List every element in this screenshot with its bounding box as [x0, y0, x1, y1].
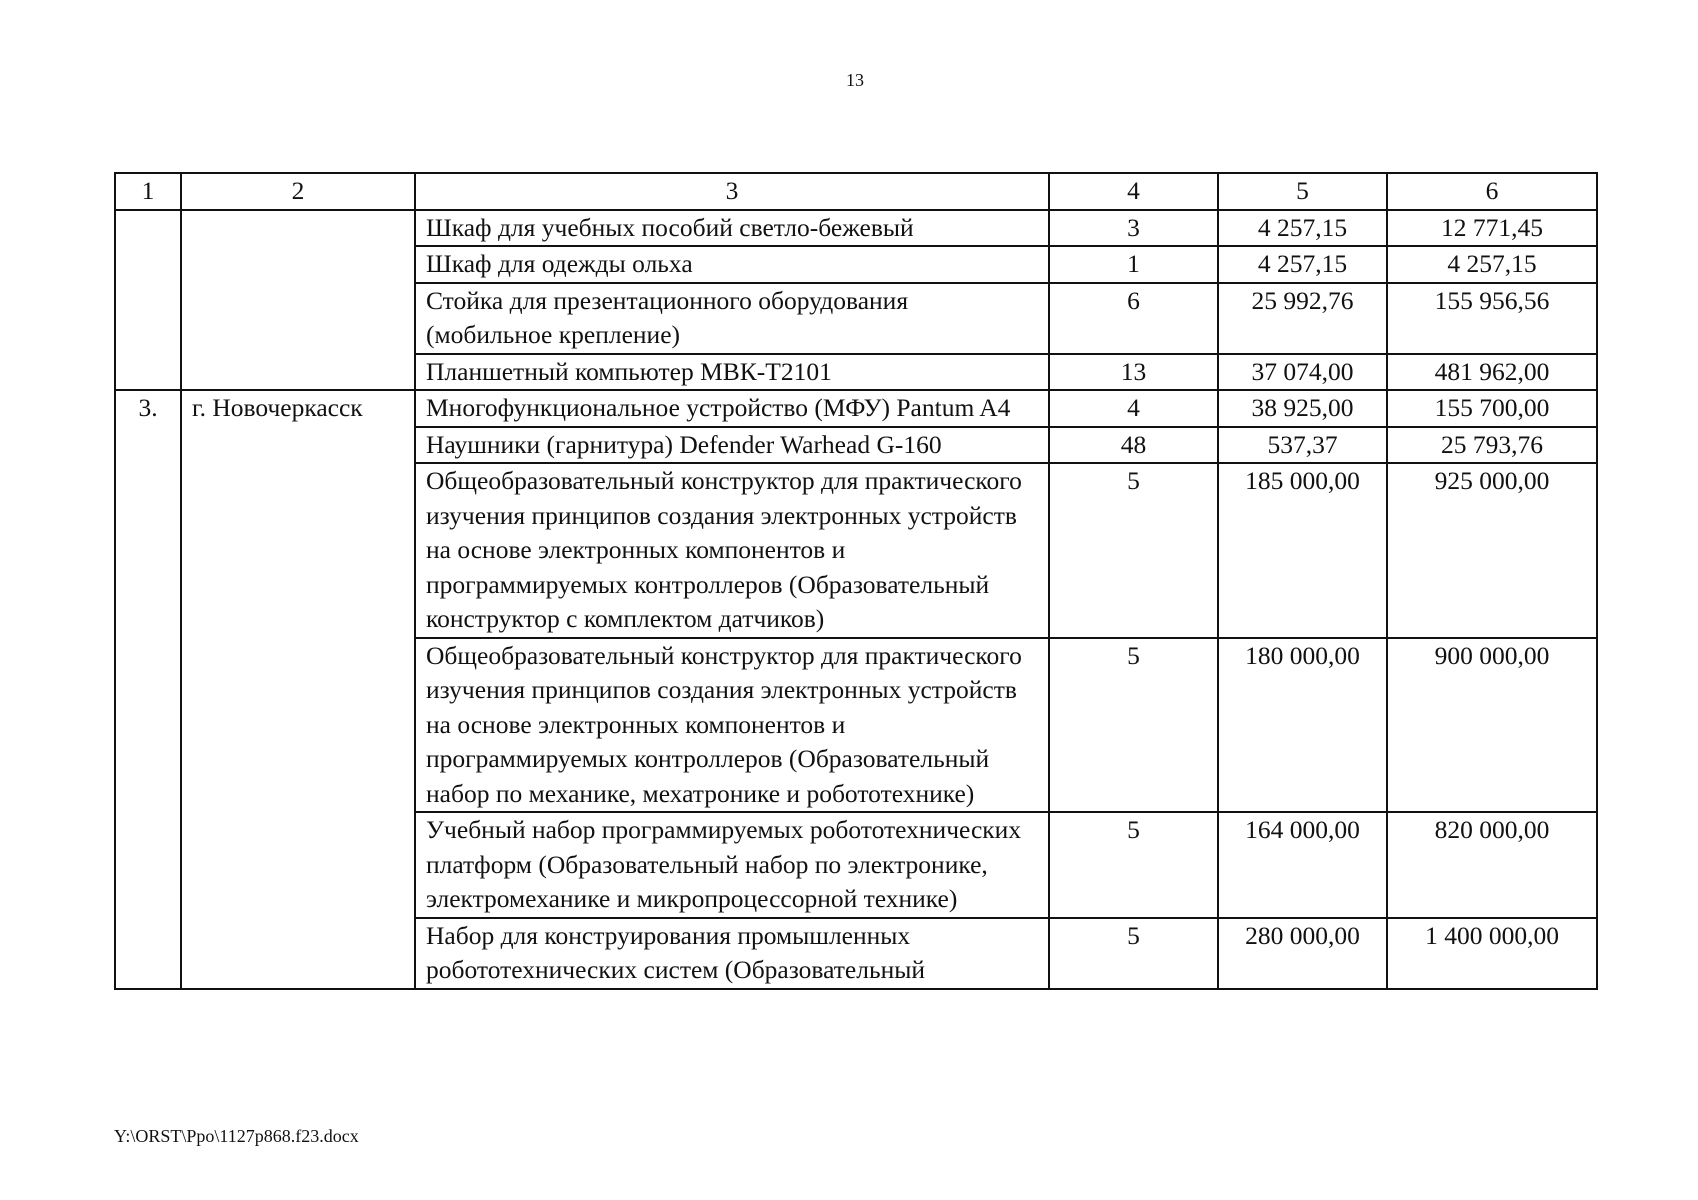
total-cell: 1 400 000,00: [1387, 918, 1597, 989]
total-cell: 155 700,00: [1387, 390, 1597, 427]
item-cell: Наушники (гарнитура) Defender Warhead G-160: [415, 427, 1049, 464]
price-cell: 4 257,15: [1218, 246, 1387, 283]
item-cell: Планшетный компьютер МВК-Т2101: [415, 354, 1049, 391]
total-cell: 481 962,00: [1387, 354, 1597, 391]
quantity-cell: 48: [1049, 427, 1218, 464]
item-cell: Шкаф для учебных пособий светло-бежевый: [415, 210, 1049, 247]
column-header: 4: [1049, 173, 1218, 210]
item-cell: Учебный набор программируемых робототехнических платформ (Образовательный набор по электронике, электромеханике и микропроцессорной технике): [415, 812, 1049, 918]
quantity-cell: 5: [1049, 463, 1218, 638]
page-number: 13: [846, 70, 864, 90]
price-cell: 185 000,00: [1218, 463, 1387, 638]
file-path-footer: Y:\ORST\Ppo\1127p868.f23.docx: [114, 1126, 359, 1146]
item-cell: Многофункциональное устройство (МФУ) Pantum A4: [415, 390, 1049, 427]
quantity-cell: 5: [1049, 812, 1218, 918]
row-number-cell: 3.: [115, 390, 181, 989]
quantity-cell: 5: [1049, 918, 1218, 989]
column-header: 6: [1387, 173, 1597, 210]
price-cell: 164 000,00: [1218, 812, 1387, 918]
column-header: 2: [181, 173, 415, 210]
item-cell: Набор для конструирования промышленных робототехнических систем (Образовательный: [415, 918, 1049, 989]
price-cell: 537,37: [1218, 427, 1387, 464]
price-cell: 25 992,76: [1218, 283, 1387, 354]
quantity-cell: 1: [1049, 246, 1218, 283]
item-cell: Стойка для презентационного оборудования (мобильное крепление): [415, 283, 1049, 354]
quantity-cell: 6: [1049, 283, 1218, 354]
quantity-cell: 13: [1049, 354, 1218, 391]
total-cell: 925 000,00: [1387, 463, 1597, 638]
table-header-row: [115, 173, 1597, 210]
total-cell: 12 771,45: [1387, 210, 1597, 247]
table-row: [115, 390, 1597, 427]
price-cell: 4 257,15: [1218, 210, 1387, 247]
item-cell: Общеобразовательный конструктор для практического изучения принципов создания электронных устройств на основе электронных компонентов и программируемых контроллеров (Образовательный набор по механике, мехатронике и робототехнике): [415, 638, 1049, 813]
row-number-cell: [115, 210, 181, 391]
price-cell: 280 000,00: [1218, 918, 1387, 989]
total-cell: 4 257,15: [1387, 246, 1597, 283]
item-cell: Шкаф для одежды ольха: [415, 246, 1049, 283]
total-cell: 820 000,00: [1387, 812, 1597, 918]
equipment-table: [114, 172, 1598, 990]
quantity-cell: 4: [1049, 390, 1218, 427]
total-cell: 155 956,56: [1387, 283, 1597, 354]
column-header: 1: [115, 173, 181, 210]
price-cell: 38 925,00: [1218, 390, 1387, 427]
total-cell: 25 793,76: [1387, 427, 1597, 464]
city-cell: г. Новочеркасск: [181, 390, 415, 989]
quantity-cell: 3: [1049, 210, 1218, 247]
quantity-cell: 5: [1049, 638, 1218, 813]
column-header: 3: [415, 173, 1049, 210]
city-cell: [181, 210, 415, 391]
price-cell: 180 000,00: [1218, 638, 1387, 813]
price-cell: 37 074,00: [1218, 354, 1387, 391]
column-header: 5: [1218, 173, 1387, 210]
item-cell: Общеобразовательный конструктор для практического изучения принципов создания электронных устройств на основе электронных компонентов и программируемых контроллеров (Образовательный конструктор с комплектом датчиков): [415, 463, 1049, 638]
total-cell: 900 000,00: [1387, 638, 1597, 813]
table-row: [115, 210, 1597, 247]
